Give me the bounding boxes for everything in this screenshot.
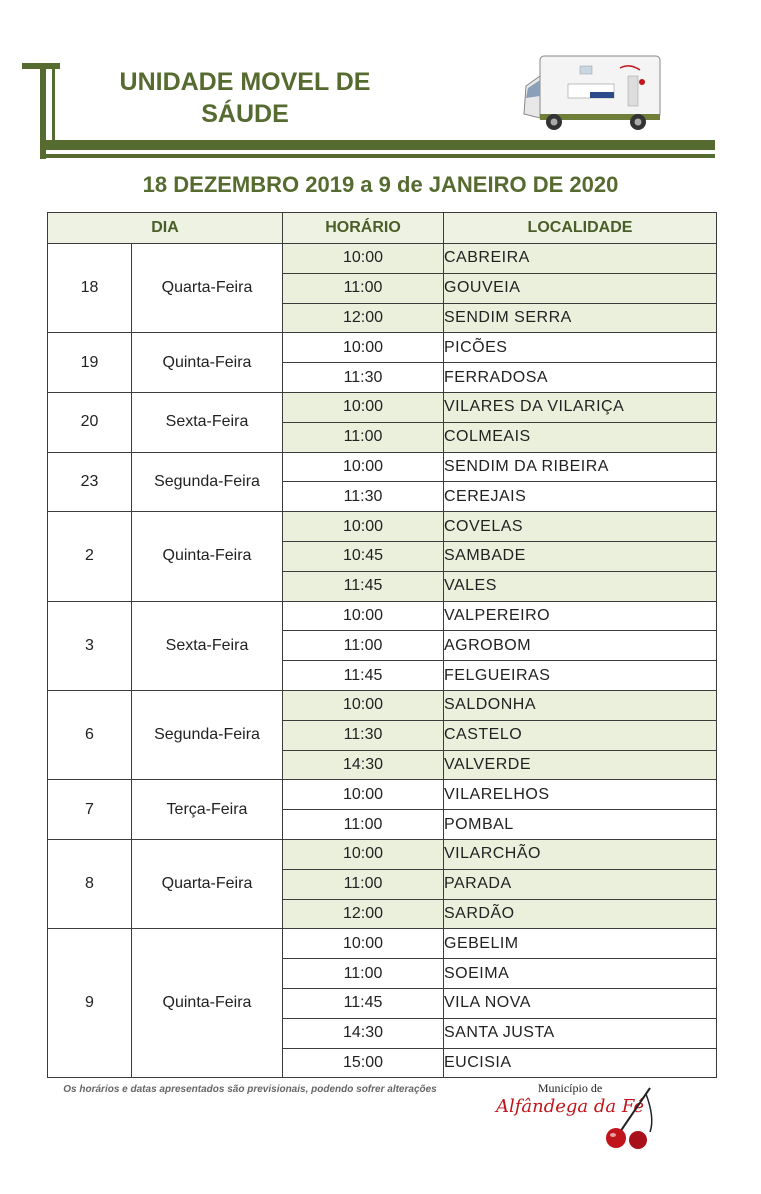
logo-line-2: Alfândega da Fé <box>495 1096 645 1117</box>
day-number: 20 <box>48 392 132 452</box>
table-row <box>48 512 717 542</box>
table-header-row <box>48 213 717 244</box>
time-cell: 11:00 <box>283 273 444 303</box>
time-cell: 10:00 <box>283 512 444 542</box>
location-cell: CEREJAIS <box>444 482 717 512</box>
day-number: 8 <box>48 839 132 928</box>
table-row <box>48 929 717 959</box>
col-header-time: HORÁRIO <box>283 213 444 244</box>
weekday: Quinta-Feira <box>132 929 283 1078</box>
municipality-logo <box>470 1080 670 1150</box>
time-cell: 10:00 <box>283 244 444 274</box>
schedule-body <box>48 244 717 1078</box>
time-cell: 10:00 <box>283 392 444 422</box>
location-cell: VALVERDE <box>444 750 717 780</box>
location-cell: COVELAS <box>444 512 717 542</box>
location-cell: GOUVEIA <box>444 273 717 303</box>
table-row <box>48 392 717 422</box>
location-cell: SENDIM DA RIBEIRA <box>444 452 717 482</box>
time-cell: 10:00 <box>283 780 444 810</box>
day-number: 3 <box>48 601 132 690</box>
time-cell: 11:00 <box>283 810 444 840</box>
location-cell: VILARCHÃO <box>444 839 717 869</box>
time-cell: 11:00 <box>283 631 444 661</box>
location-cell: POMBAL <box>444 810 717 840</box>
time-cell: 10:00 <box>283 929 444 959</box>
location-cell: SOEIMA <box>444 959 717 989</box>
location-cell: VILARELHOS <box>444 780 717 810</box>
title-line-2: SÁUDE <box>201 100 289 128</box>
location-cell: EUCISIA <box>444 1048 717 1078</box>
footnote: Os horários e datas apresentados são previsionais, podendo sofrer alterações <box>63 1084 437 1095</box>
header-frame-bottom <box>46 140 715 150</box>
time-cell: 11:00 <box>283 959 444 989</box>
weekday: Segunda-Feira <box>132 452 283 512</box>
mobile-health-van-image <box>520 48 665 136</box>
weekday: Segunda-Feira <box>132 690 283 779</box>
col-header-place: LOCALIDADE <box>444 213 717 244</box>
time-cell: 11:00 <box>283 422 444 452</box>
table-row <box>48 690 717 720</box>
location-cell: SALDONHA <box>444 690 717 720</box>
schedule-table <box>47 212 717 1078</box>
location-cell: COLMEAIS <box>444 422 717 452</box>
location-cell: FELGUEIRAS <box>444 661 717 691</box>
table-row <box>48 452 717 482</box>
time-cell: 15:00 <box>283 1048 444 1078</box>
col-header-day: DIA <box>48 213 283 244</box>
location-cell: GEBELIM <box>444 929 717 959</box>
location-cell: CASTELO <box>444 720 717 750</box>
location-cell: SENDIM SERRA <box>444 303 717 333</box>
header-frame-bottom-thin <box>40 154 715 158</box>
time-cell: 10:00 <box>283 333 444 363</box>
time-cell: 10:00 <box>283 452 444 482</box>
time-cell: 11:30 <box>283 720 444 750</box>
weekday: Terça-Feira <box>132 780 283 840</box>
location-cell: AGROBOM <box>444 631 717 661</box>
location-cell: PICÕES <box>444 333 717 363</box>
location-cell: VILA NOVA <box>444 988 717 1018</box>
title-line-1: UNIDADE MOVEL DE <box>119 68 371 96</box>
time-cell: 10:45 <box>283 541 444 571</box>
weekday: Sexta-Feira <box>132 601 283 690</box>
day-number: 2 <box>48 512 132 601</box>
weekday: Quinta-Feira <box>132 333 283 393</box>
location-cell: SAMBADE <box>444 541 717 571</box>
weekday: Quinta-Feira <box>132 512 283 601</box>
location-cell: SANTA JUSTA <box>444 1018 717 1048</box>
day-number: 9 <box>48 929 132 1078</box>
table-row <box>48 780 717 810</box>
page-title <box>80 66 410 130</box>
location-cell: CABREIRA <box>444 244 717 274</box>
table-row <box>48 244 717 274</box>
time-cell: 11:30 <box>283 482 444 512</box>
day-number: 18 <box>48 244 132 333</box>
day-number: 19 <box>48 333 132 393</box>
time-cell: 11:00 <box>283 869 444 899</box>
location-cell: VALES <box>444 571 717 601</box>
header-frame-inner <box>52 63 55 145</box>
day-number: 6 <box>48 690 132 779</box>
table-row <box>48 839 717 869</box>
time-cell: 10:00 <box>283 601 444 631</box>
location-cell: SARDÃO <box>444 899 717 929</box>
day-number: 23 <box>48 452 132 512</box>
time-cell: 11:45 <box>283 661 444 691</box>
table-row <box>48 333 717 363</box>
location-cell: PARADA <box>444 869 717 899</box>
time-cell: 11:45 <box>283 988 444 1018</box>
weekday: Sexta-Feira <box>132 392 283 452</box>
weekday: Quarta-Feira <box>132 244 283 333</box>
time-cell: 11:30 <box>283 363 444 393</box>
time-cell: 12:00 <box>283 303 444 333</box>
location-cell: VALPEREIRO <box>444 601 717 631</box>
time-cell: 14:30 <box>283 750 444 780</box>
time-cell: 11:45 <box>283 571 444 601</box>
time-cell: 10:00 <box>283 839 444 869</box>
date-range-subtitle: 18 DEZEMBRO 2019 a 9 de JANEIRO DE 2020 <box>142 172 619 197</box>
time-cell: 12:00 <box>283 899 444 929</box>
table-row <box>48 601 717 631</box>
day-number: 7 <box>48 780 132 840</box>
weekday: Quarta-Feira <box>132 839 283 928</box>
time-cell: 14:30 <box>283 1018 444 1048</box>
location-cell: VILARES DA VILARIÇA <box>444 392 717 422</box>
logo-line-1: Município de <box>537 1081 603 1095</box>
location-cell: FERRADOSA <box>444 363 717 393</box>
time-cell: 10:00 <box>283 690 444 720</box>
